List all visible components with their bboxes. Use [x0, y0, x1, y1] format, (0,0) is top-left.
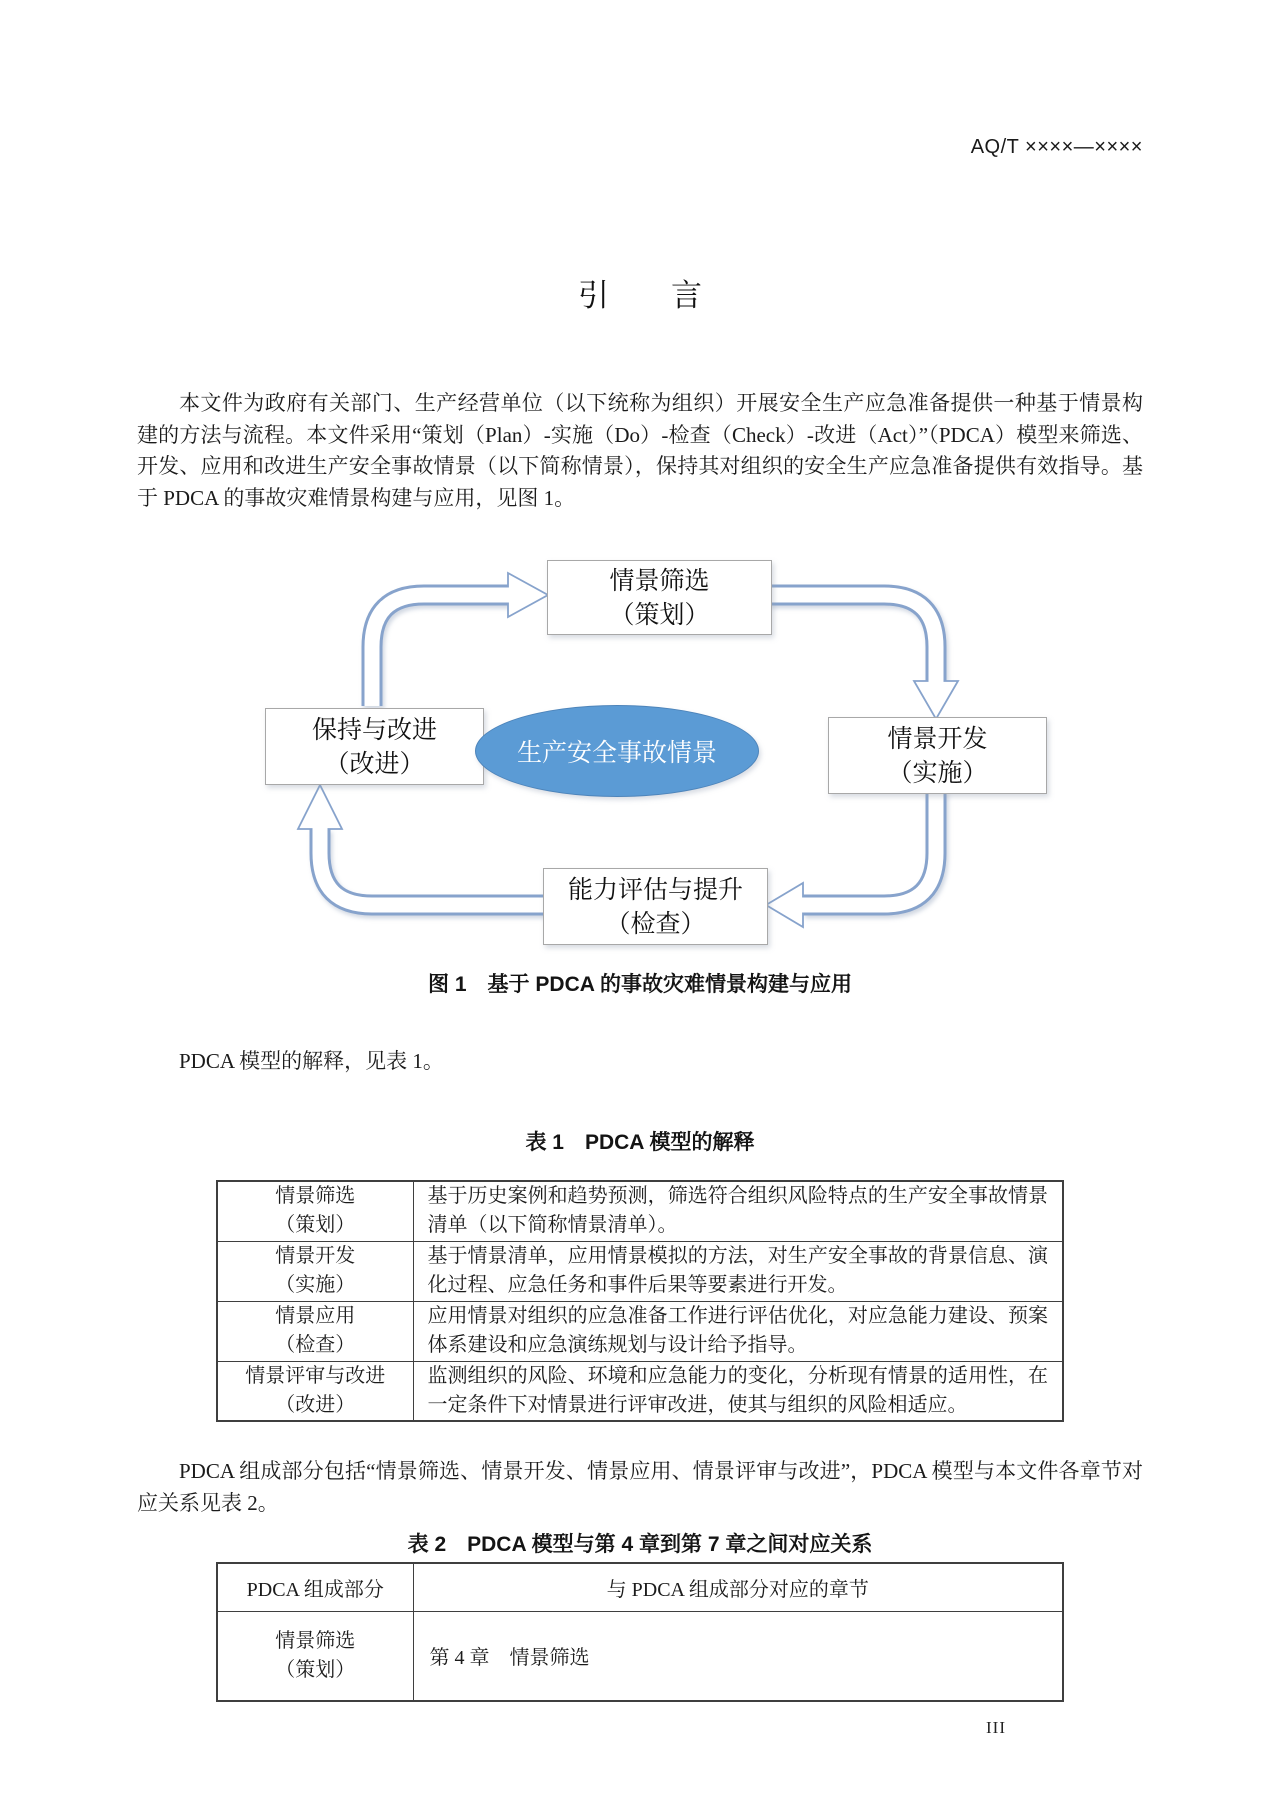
- node-label: 能力评估与提升: [567, 875, 743, 904]
- term-line: 情景应用: [275, 1305, 356, 1327]
- term-line: 情景筛选: [275, 1185, 356, 1208]
- term-cell: [217, 1361, 413, 1421]
- table-row: [217, 1301, 1063, 1361]
- standard-code: AQ/T ××××—××××: [970, 136, 1143, 158]
- flow-arrow-do-to-check: [766, 790, 936, 927]
- desc-cell: [413, 1361, 1063, 1421]
- term-line: 情景开发: [275, 1245, 356, 1267]
- term-line: 情景评审与改进: [245, 1364, 386, 1387]
- term-line: （实施）: [275, 1274, 356, 1296]
- table-row: [217, 1241, 1063, 1301]
- term-cell: [217, 1241, 413, 1301]
- table2-chapter-mapping: [216, 1562, 1064, 1702]
- header-cell: 与 PDCA 组成部分对应的章节: [413, 1563, 1063, 1611]
- header-cell: PDCA 组成部分: [217, 1563, 413, 1611]
- chapter-cell: 第 4 章 情景筛选: [413, 1611, 1063, 1701]
- node-sublabel: （检查）: [605, 909, 706, 938]
- node-label: 情景开发: [887, 724, 988, 753]
- desc-text: 应用情景对组织的应急准备工作进行评估优化，对应急能力建设、预案体系建设和应急演练规划与设计给予指导。: [427, 1305, 1048, 1356]
- table-row: [217, 1611, 1063, 1701]
- desc-text: 基于历史案例和趋势预测，筛选符合组织风险特点的生产安全事故情景清单（以下简称情景清单）。: [427, 1185, 1048, 1237]
- node-sublabel: （策划）: [609, 600, 710, 629]
- term-line: （检查）: [275, 1334, 356, 1356]
- table2-title: 表 2 PDCA 模型与第 4 章到第 7 章之间对应关系: [407, 1533, 873, 1556]
- term-line: （策划）: [275, 1214, 356, 1237]
- node-sublabel: （改进）: [324, 749, 425, 778]
- node-label: 情景筛选: [609, 566, 710, 595]
- desc-cell: [413, 1241, 1063, 1301]
- term-line: 情景筛选: [275, 1629, 356, 1652]
- intro-paragraph-3: PDCA 组成部分包括“情景筛选、情景开发、情景应用、情景评审与改进”，PDCA 模型与本文件各章节对应关系见表 2。: [137, 1459, 1143, 1515]
- table1-pdca-explanation: [216, 1180, 1064, 1422]
- table1-title: 表 1 PDCA 模型的解释: [525, 1131, 755, 1154]
- figure1-pdca-diagram: [0, 545, 1280, 960]
- page-title: 引 言: [578, 278, 702, 313]
- intro-paragraph-1: 本文件为政府有关部门、生产经营单位（以下统称为组织）开展安全生产应急准备提供一种基于情景构建的方法与流程。本文件采用“策划（Plan）-实施（Do）-检查（Check）-改进（Act）”（PDCA）模型来筛选、开发、应用和改进生产安全事故情景（以下简称情景），保持其对组织的安全生产应急准备提供有效指导。基于 PDCA 的事故灾难情景构建与应用，见图 1。: [137, 391, 1143, 510]
- node-scenario-development-box: [828, 717, 1047, 794]
- flow-arrow-check-to-act: [298, 785, 545, 905]
- node-label: 保持与改进: [311, 715, 437, 744]
- node-sublabel: （实施）: [887, 758, 988, 787]
- ellipse-label: 生产安全事故情景: [516, 739, 717, 767]
- flow-arrow-act-to-plan: [372, 573, 548, 706]
- desc-text: 监测组织的风险、环境和应急能力的变化，分析现有情景的适用性，在一定条件下对情景进行评审改进，使其与组织的风险相适应。: [427, 1364, 1048, 1416]
- table-row: [217, 1361, 1063, 1421]
- desc-cell: [413, 1301, 1063, 1361]
- term-line: （策划）: [275, 1658, 356, 1681]
- table-row: [217, 1181, 1063, 1241]
- term-cell: [217, 1611, 413, 1701]
- term-line: （改进）: [275, 1393, 356, 1416]
- desc-text: 基于情景清单，应用情景模拟的方法，对生产安全事故的背景信息、演化过程、应急任务和事件后果等要素进行开发。: [427, 1245, 1048, 1296]
- term-cell: [217, 1301, 413, 1361]
- intro-paragraph-2: PDCA 模型的解释，见表 1。: [179, 1049, 444, 1073]
- node-capability-assessment-box: [543, 868, 768, 945]
- figure1-caption: 图 1 基于 PDCA 的事故灾难情景构建与应用: [428, 973, 852, 996]
- flow-arrow-plan-to-do: [768, 595, 958, 719]
- desc-cell: [413, 1181, 1063, 1241]
- node-maintain-improve-box: [265, 708, 484, 785]
- center-ellipse-accident-scenario: [475, 705, 759, 797]
- page-number: III: [986, 1718, 1006, 1737]
- term-cell: [217, 1181, 413, 1241]
- node-scenario-screening-box: [547, 560, 772, 635]
- table-header-row: [217, 1563, 1063, 1611]
